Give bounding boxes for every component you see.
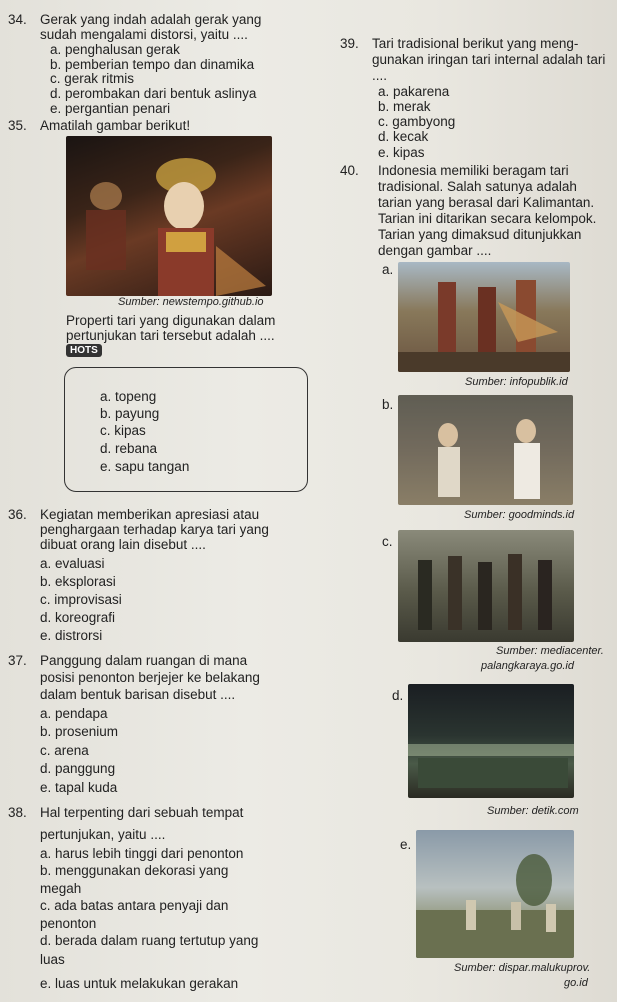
q35-number: 35. <box>8 118 27 133</box>
q34-stem-2: sudah mengalami distorsi, yaitu .... <box>40 27 248 42</box>
q34-option-c[interactable]: c. gerak ritmis <box>50 71 135 86</box>
q40-option-a-source: Sumber: infopublik.id <box>465 376 568 388</box>
q34-stem-1: Gerak yang indah adalah gerak yang <box>40 12 262 27</box>
q38-option-d-cont: luas <box>40 952 65 967</box>
q36-stem-3: dibuat orang lain disebut .... <box>40 537 206 552</box>
q39-option-d[interactable]: d. kecak <box>378 129 429 144</box>
q36-number: 36. <box>8 507 27 522</box>
q38-option-b-cont: megah <box>40 881 82 896</box>
q40-option-d-photo[interactable] <box>408 684 574 798</box>
q37-stem-1: Panggung dalam ruangan di mana <box>40 653 248 668</box>
q40-number: 40. <box>340 163 359 178</box>
q40-option-e-source-2: go.id <box>564 977 588 989</box>
q38-option-c-cont: penonton <box>40 916 97 931</box>
q34-option-b[interactable]: b. pemberian tempo dan dinamika <box>50 57 255 72</box>
q35-dancer-photo <box>66 136 272 296</box>
q40-stem-1: Indonesia memiliki beragam tari <box>378 163 569 178</box>
q40-option-e-letter[interactable]: e. <box>400 837 412 852</box>
q38-stem-1: Hal terpenting dari sebuah tempat <box>40 805 244 820</box>
q37-option-d[interactable]: d. panggung <box>40 761 116 776</box>
stage-dance-image <box>398 395 573 505</box>
q40-option-b-photo[interactable] <box>398 395 573 505</box>
q38-option-a[interactable]: a. harus lebih tinggi dari penonton <box>40 846 244 861</box>
q36-stem-1: Kegiatan memberikan apresiasi atau <box>40 507 260 522</box>
q38-stem-2: pertunjukan, yaitu .... <box>40 827 166 842</box>
q40-option-d-source: Sumber: detik.com <box>487 805 579 817</box>
q34-number: 34. <box>8 12 27 27</box>
q39-option-e[interactable]: e. kipas <box>378 145 425 160</box>
q34-option-d[interactable]: d. perombakan dari bentuk aslinya <box>50 86 257 101</box>
q40-option-c-letter[interactable]: c. <box>382 534 393 549</box>
q36-option-b[interactable]: b. eksplorasi <box>40 574 116 589</box>
kalimantan-dance-image <box>398 262 570 372</box>
q37-option-c[interactable]: c. arena <box>40 743 89 758</box>
q36-option-e[interactable]: e. distrorsi <box>40 628 103 643</box>
q36-option-d[interactable]: d. koreografi <box>40 610 116 625</box>
q35-option-c[interactable]: c. kipas <box>100 423 146 438</box>
q37-option-b[interactable]: b. prosenium <box>40 724 119 739</box>
q39-option-c[interactable]: c. gambyong <box>378 114 456 129</box>
q40-stem-2: tradisional. Salah satunya adalah <box>378 179 577 194</box>
q38-number: 38. <box>8 805 27 820</box>
q40-option-d-letter[interactable]: d. <box>392 688 404 703</box>
q40-option-c-source-2: palangkaraya.go.id <box>481 660 574 672</box>
q37-stem-2: posisi penonton berjejer ke belakang <box>40 670 260 685</box>
q37-option-e[interactable]: e. tapal kuda <box>40 780 118 795</box>
q40-stem-5: Tarian yang dimaksud ditunjukkan <box>378 227 582 242</box>
q35-option-b[interactable]: b. payung <box>100 406 160 421</box>
group-dance-image <box>398 530 574 642</box>
q35-option-d[interactable]: d. rebana <box>100 441 158 456</box>
q40-option-b-source: Sumber: goodminds.id <box>464 509 575 521</box>
night-performance-image <box>408 684 574 798</box>
q38-option-d[interactable]: d. berada dalam ruang tertutup yang <box>40 933 259 948</box>
q35-question-2: pertunjukan tari tersebut adalah .... <box>66 328 275 343</box>
q39-option-b[interactable]: b. merak <box>378 99 431 114</box>
q40-option-b-letter[interactable]: b. <box>382 397 394 412</box>
q35-option-a[interactable]: a. topeng <box>100 389 157 404</box>
q39-number: 39. <box>340 36 359 51</box>
q40-option-e-source: Sumber: dispar.malukuprov. <box>454 962 591 974</box>
q36-stem-2: penghargaan terhadap karya tari yang <box>40 522 269 537</box>
q40-stem-4: Tarian ini ditarikan secara kelompok. <box>378 211 597 226</box>
q35-question-1: Properti tari yang digunakan dalam <box>66 313 276 328</box>
q35-option-e[interactable]: e. sapu tangan <box>100 459 190 474</box>
q39-stem-1: Tari tradisional berikut yang meng- <box>372 36 579 51</box>
q39-stem-2: gunakan iringan tari internal adalah tari <box>372 52 606 67</box>
q40-option-c-source: Sumber: mediacenter. <box>496 645 604 657</box>
q39-stem-3: .... <box>372 68 388 83</box>
q40-option-e-photo[interactable] <box>416 830 574 958</box>
q34-option-a[interactable]: a. penghalusan gerak <box>50 42 180 57</box>
q35-source: Sumber: newstempo.github.io <box>118 296 264 308</box>
q36-option-a[interactable]: a. evaluasi <box>40 556 105 571</box>
q40-option-a-photo[interactable] <box>398 262 570 372</box>
q39-option-a[interactable]: a. pakarena <box>378 84 450 99</box>
q38-option-e[interactable]: e. luas untuk melakukan gerakan <box>40 976 239 991</box>
hots-badge: HOTS <box>66 344 102 357</box>
outdoor-dance-image <box>416 830 574 958</box>
dancer-image <box>66 136 272 296</box>
q40-stem-3: tarian yang berasal dari Kalimantan. <box>378 195 595 210</box>
q37-stem-3: dalam bentuk barisan disebut .... <box>40 687 236 702</box>
q36-option-c[interactable]: c. improvisasi <box>40 592 122 607</box>
q34-option-e[interactable]: e. pergantian penari <box>50 101 171 116</box>
q35-stem: Amatilah gambar berikut! <box>40 118 191 133</box>
q38-option-c[interactable]: c. ada batas antara penyaji dan <box>40 898 229 913</box>
q38-option-b[interactable]: b. menggunakan dekorasi yang <box>40 863 229 878</box>
q37-number: 37. <box>8 653 27 668</box>
q40-option-c-photo[interactable] <box>398 530 574 642</box>
q40-stem-6: dengan gambar .... <box>378 243 492 258</box>
q40-option-a-letter[interactable]: a. <box>382 262 394 277</box>
q37-option-a[interactable]: a. pendapa <box>40 706 108 721</box>
